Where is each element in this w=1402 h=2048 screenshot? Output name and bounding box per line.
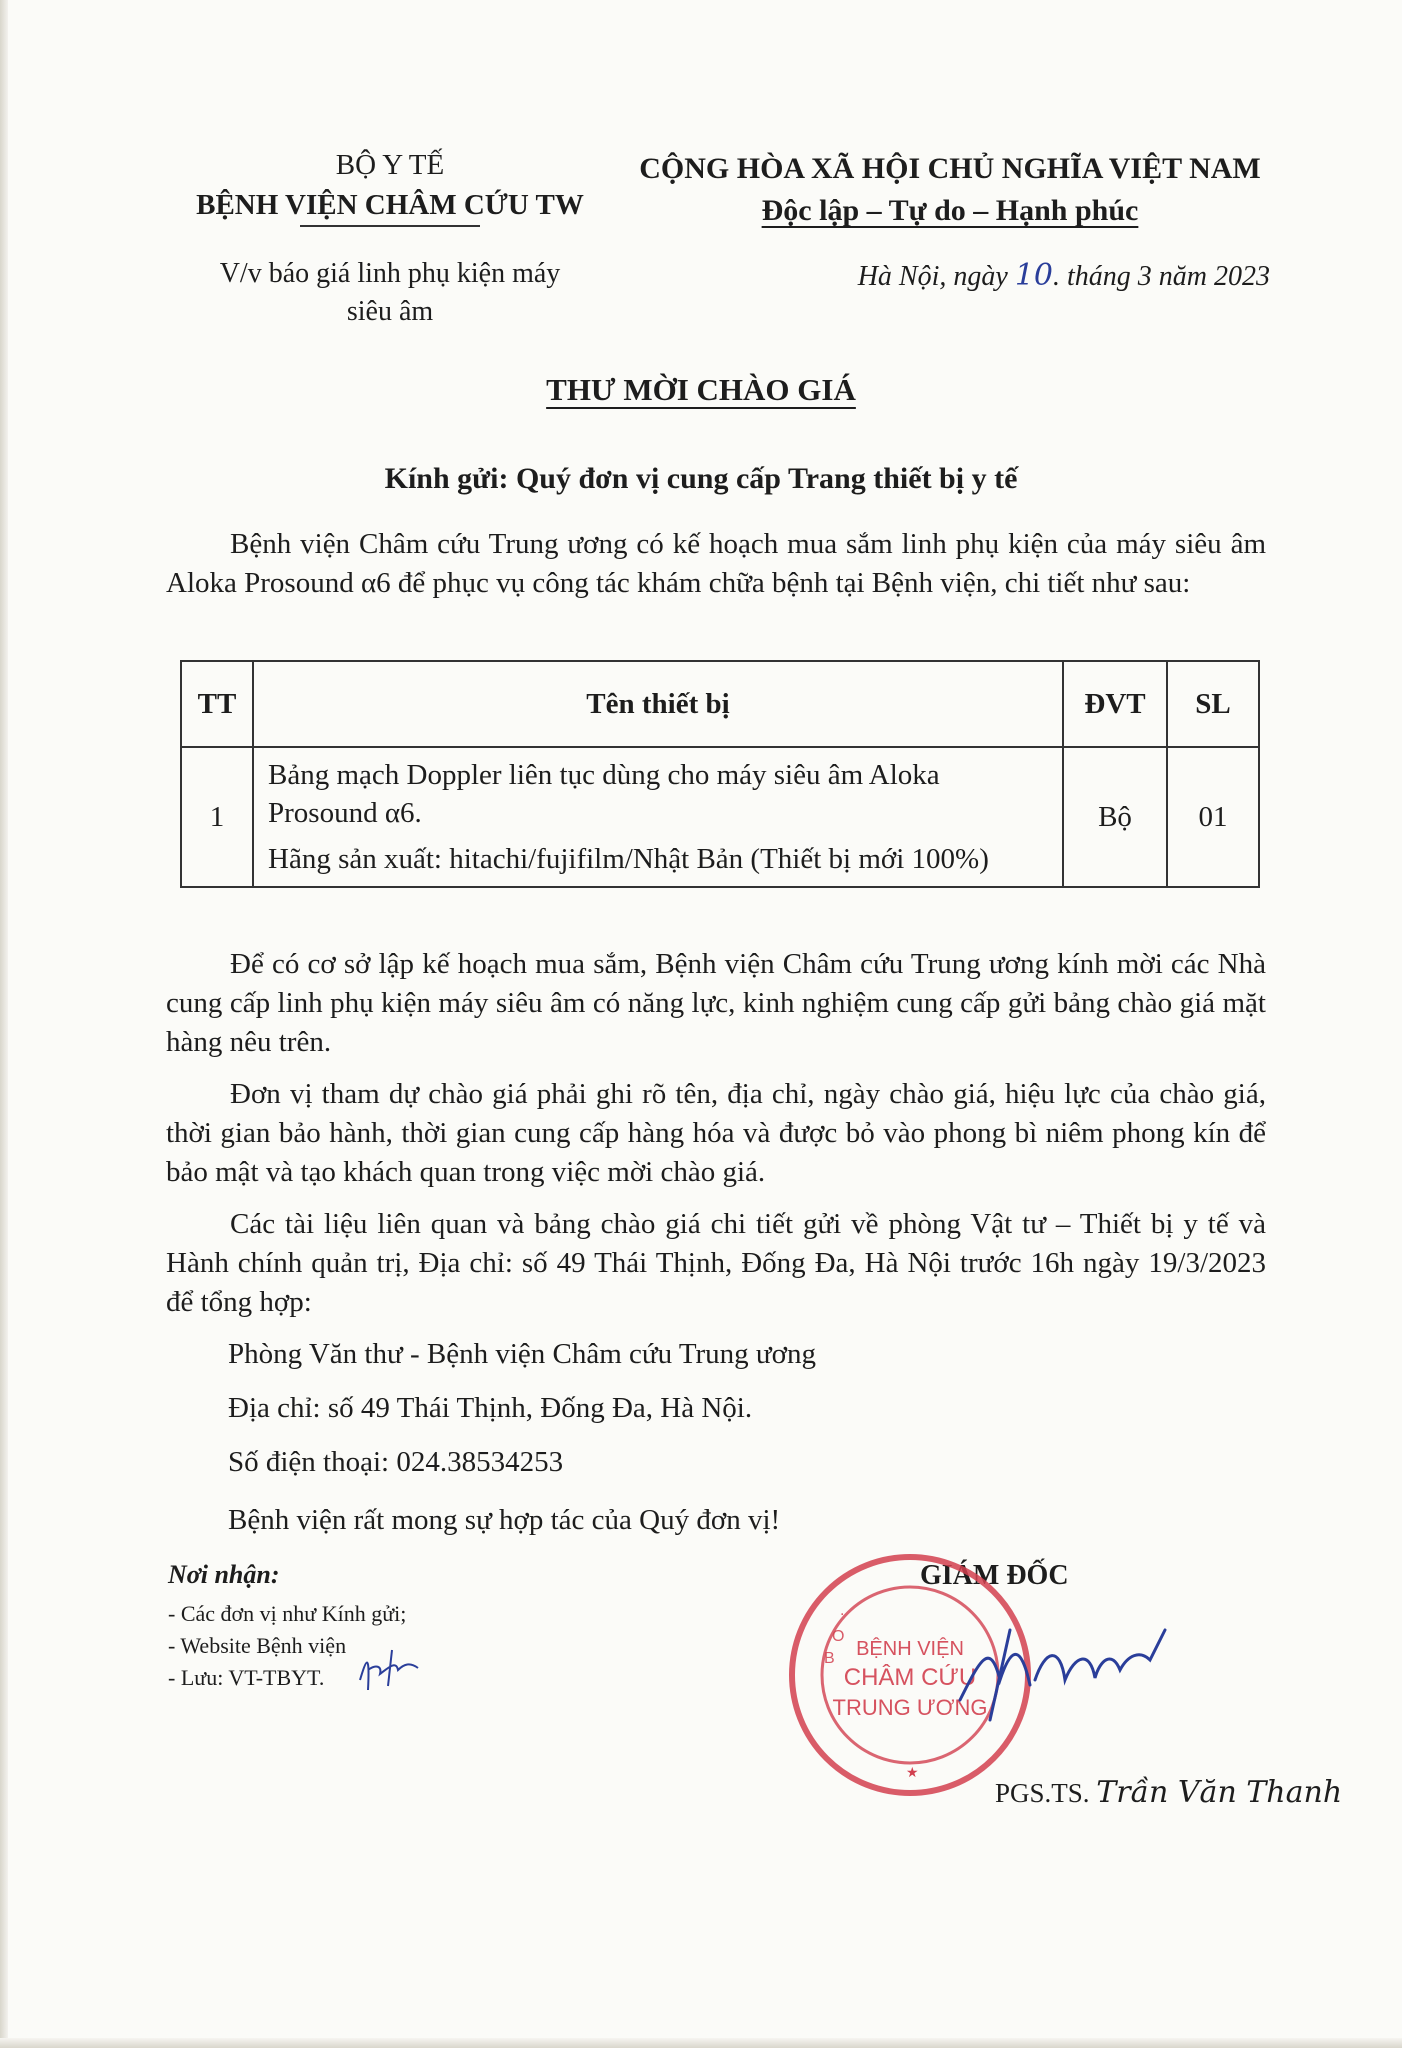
signer-name [995,1775,1342,1810]
svg-text:CHÂM CỨU: CHÂM CỨU [843,1664,977,1691]
svg-text:★: ★ [906,1764,919,1780]
col-header-qty: SL [1167,661,1259,747]
signer-full-name: Trần Văn Thanh [1096,1775,1343,1810]
paragraph-2: Để có cơ sở lập kế hoạch mua sắm, Bệnh viện Châm cứu Trung ương kính mời các Nhà cung cấp linh phụ kiện máy siêu âm có năng lực, kinh nghiệm cung cấp gửi bảng chào giá mặt hàng nêu trên. [166,948,1266,1058]
ministry-name: BỘ Y TẾ [335,149,445,181]
paragraph-4: Các tài liệu liên quan và bảng chào giá chi tiết gửi về phòng Vật tư – Thiết bị y tế và Hành chính quản trị, Địa chỉ: số 49 Thái Thịnh, Đống Đa, Hà Nội trước 16h ngày 19/3/2023 để tổng hợp: [166,1208,1266,1318]
subject-line-1: V/v báo giá linh phụ kiện máy [219,258,561,289]
recipient-item: - Các đơn vị như Kính gửi; [168,1601,407,1626]
paragraph-3: Đơn vị tham dự chào giá phải ghi rõ tên, địa chỉ, ngày chào giá, hiệu lực của chào giá, thời gian bảo hành, thời gian cung cấp hàng hóa và được bỏ vào phong bì niêm phong kín để bảo mật và tạo khách quan trong việc mời chào giá. [166,1078,1266,1188]
director-signature [950,1610,1190,1730]
issuer-underline [300,225,480,227]
contact-phone: Số điện thoại: 024.38534253 [228,1446,564,1478]
cell-name-line-1: Bảng mạch Doppler liên tục dùng cho máy siêu âm Aloka Prosound α6. [268,759,940,829]
recipient-item: - Website Bệnh viện [168,1633,347,1658]
subject-line-2: siêu âm [346,296,434,327]
date-suffix: . tháng 3 năm 2023 [1053,261,1270,292]
national-motto [610,190,1290,232]
equipment-table [180,660,1260,888]
closing-line: Bệnh viện rất mong sự hợp tác của Quý đơn vị! [228,1504,781,1536]
scan-edge-left [0,0,8,2048]
cell-tt: 1 [181,747,253,887]
svg-text:B: B [824,1650,835,1667]
cell-qty: 01 [1167,747,1259,887]
hospital-name: BỆNH VIỆN CHÂM CỨU TW [196,189,584,221]
nation-name: CỘNG HÒA XÃ HỘI CHỦ NGHĨA VIỆT NAM [639,152,1261,185]
signer-prefix: PGS.TS. [995,1778,1090,1808]
col-header-unit: ĐVT [1063,661,1167,747]
cell-name [253,747,1063,887]
issuer-block [160,145,620,225]
cell-unit: Bộ [1063,747,1167,887]
contact-office: Phòng Văn thư - Bệnh viện Châm cứu Trung ương [228,1338,816,1370]
svg-text:TRUNG ƯƠNG: TRUNG ƯƠNG [832,1695,988,1720]
svg-text:BỆNH VIỆN: BỆNH VIỆN [856,1638,964,1660]
motto-text: Độc lập – Tự do – Hạnh phúc [761,194,1139,227]
date-day-handwritten: 10 [1014,258,1053,293]
contact-address: Địa chỉ: số 49 Thái Thịnh, Đống Đa, Hà Nội. [228,1392,753,1424]
recipient-item: - Lưu: VT-TBYT. [168,1665,325,1690]
national-header [610,148,1290,232]
table-header-row [181,661,1259,747]
table-row [181,747,1259,887]
subject-block [160,255,620,331]
intro-paragraph: Bệnh viện Châm cứu Trung ương có kế hoạch mua sắm linh phụ kiện của máy siêu âm Aloka Prosound α6 để phục vụ công tác khám chữa bệnh tại Bệnh viện, chi tiết như sau: [166,528,1266,599]
date-prefix: Hà Nội, ngày [857,261,1008,292]
scan-edge-bottom [0,2038,1402,2048]
document-date [780,258,1270,293]
svg-text:.: . [840,1602,845,1619]
document-title: THƯ MỜI CHÀO GIÁ [546,372,856,407]
col-header-name: Tên thiết bị [253,661,1063,747]
greeting: Kính gửi: Quý đơn vị cung cấp Trang thiết bị y tế [384,462,1018,495]
col-header-tt: TT [181,661,253,747]
cell-name-line-2: Hãng sản xuất: hitachi/fujifilm/Nhật Bản (Thiết bị mới 100%) [268,843,989,875]
director-title: GIÁM ĐỐC [920,1560,1069,1591]
recipients-title: Nơi nhận: [168,1560,280,1589]
initial-signature [352,1640,432,1700]
svg-text:O: O [832,1628,845,1645]
